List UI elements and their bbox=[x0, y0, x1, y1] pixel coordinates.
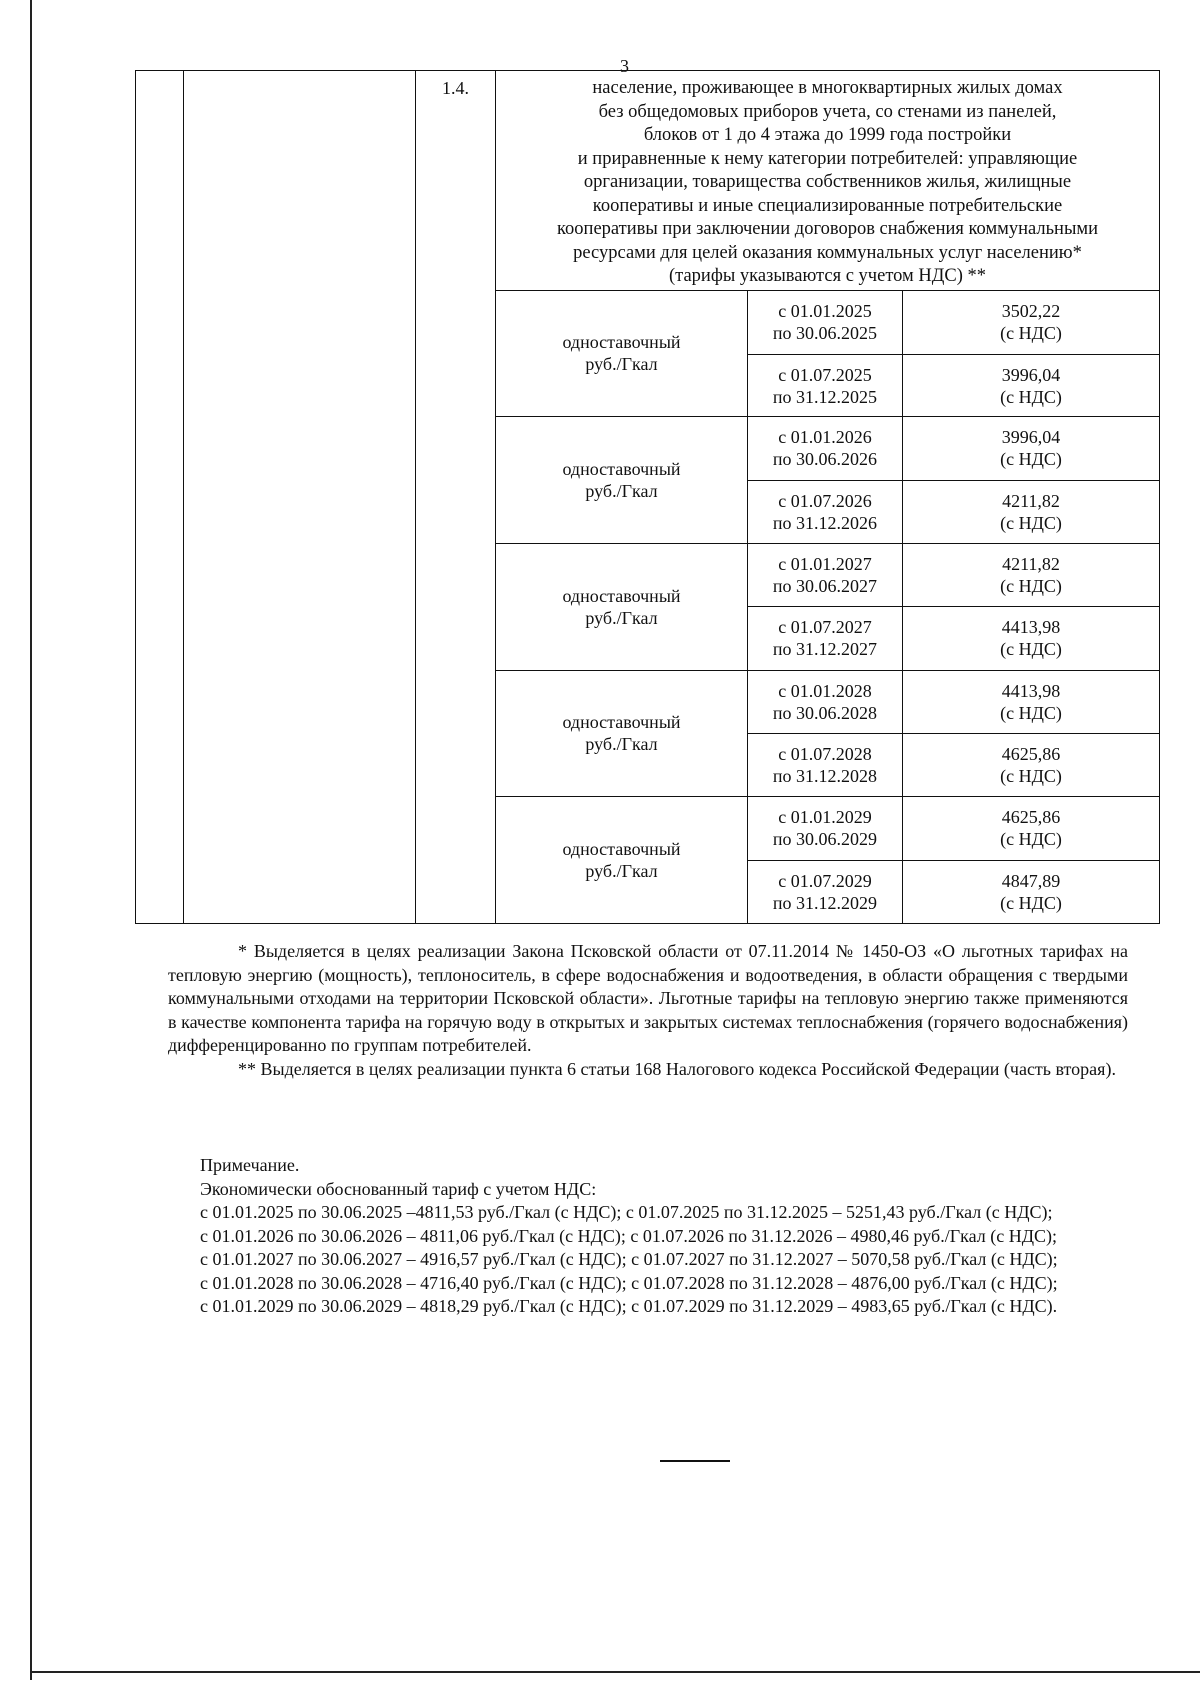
tariff-type-label: одноставочный bbox=[562, 332, 681, 353]
footnote-1: * Выделяется в целях реализации Закона Псковской области от 07.11.2014 № 1450-ОЗ «О льготных тарифах на тепловую энергию (мощность), теплоноситель, в сфере водоснабжения и водоотведения, в области обращения с твердыми коммунальными отходами на территории Псковской области». Льготные тарифы на тепловую энергию также применяются в качестве компонента тарифа на горячую воду в открытых и закрытых системах теплоснабжения (горячего водоснабжения) дифференцированно по группам потребителей. bbox=[168, 941, 1128, 1055]
tariff-unit-label: руб./Гкал bbox=[585, 354, 658, 375]
period-to: по 30.06.2026 bbox=[772, 449, 878, 470]
vat-note: (с НДС) bbox=[1000, 576, 1062, 597]
tariff-unit-label: руб./Гкал bbox=[585, 734, 658, 755]
period-to: по 30.06.2025 bbox=[772, 323, 878, 344]
description-line: блоков от 1 до 4 этажа до 1999 года постройки bbox=[643, 125, 1012, 145]
section-description bbox=[496, 71, 1160, 291]
tariff-value: 4847,89 bbox=[1001, 870, 1061, 891]
tariff-value-cell bbox=[903, 733, 1160, 796]
tariff-type-cell bbox=[496, 543, 748, 670]
tariff-value-cell bbox=[903, 797, 1160, 860]
period-cell bbox=[748, 607, 903, 670]
vat-note: (с НДС) bbox=[1000, 512, 1062, 533]
vat-note: (с НДС) bbox=[1000, 766, 1062, 787]
description-line: кооперативы и иные специализированные потребительские bbox=[592, 195, 1063, 216]
page-number: 3 bbox=[620, 56, 629, 76]
tariff-type-cell bbox=[496, 797, 748, 924]
tariff-table bbox=[135, 70, 1160, 924]
vat-note: (с НДС) bbox=[1000, 829, 1062, 850]
tariff-unit-label: руб./Гкал bbox=[585, 481, 658, 502]
tariff-unit-label: руб./Гкал bbox=[585, 861, 658, 882]
tariff-value: 3502,22 bbox=[1001, 301, 1061, 322]
vat-note: (с НДС) bbox=[1000, 892, 1062, 913]
period-cell bbox=[748, 860, 903, 923]
vat-note: (с НДС) bbox=[1000, 639, 1062, 660]
tariff-value-cell bbox=[903, 543, 1160, 606]
tariff-value: 4625,86 bbox=[1001, 807, 1061, 828]
description-line: население, проживающее в многоквартирных жилых домах bbox=[592, 78, 1063, 98]
period-cell bbox=[748, 354, 903, 416]
period-cell bbox=[748, 290, 903, 354]
section-number: 1.4. bbox=[416, 71, 496, 924]
period-cell bbox=[748, 543, 903, 606]
period-from: с 01.01.2028 bbox=[778, 680, 872, 701]
tariff-type-cell bbox=[496, 290, 748, 417]
remark-line: с 01.01.2026 по 30.06.2026 – 4811,06 руб./Гкал (с НДС); с 01.07.2026 по 31.12.2026 – 4980,46 руб./Гкал (с НДС); bbox=[200, 1225, 1057, 1246]
period-to: по 30.06.2028 bbox=[772, 702, 878, 723]
tariff-value: 4211,82 bbox=[1002, 554, 1060, 575]
remark-line: с 01.01.2025 по 30.06.2025 –4811,53 руб./Гкал (с НДС); с 01.07.2025 по 31.12.2025 – 5251,43 руб./Гкал (с НДС); bbox=[200, 1202, 1053, 1222]
period-from: с 01.01.2027 bbox=[778, 554, 872, 575]
period-from: с 01.01.2025 bbox=[778, 301, 872, 322]
period-from: с 01.07.2028 bbox=[778, 744, 872, 765]
remark-subtitle: Экономически обоснованный тариф с учетом НДС: bbox=[200, 1178, 597, 1199]
description-line: без общедомовых приборов учета, со стенами из панелей, bbox=[598, 101, 1057, 122]
vat-note: (с НДС) bbox=[1000, 449, 1062, 470]
period-from: с 01.07.2026 bbox=[778, 490, 872, 511]
tariff-value-cell bbox=[903, 480, 1160, 543]
period-to: по 31.12.2028 bbox=[772, 766, 878, 787]
period-from: с 01.07.2029 bbox=[778, 870, 872, 891]
description-line: кооперативы при заключении договоров снабжения коммунальными bbox=[557, 219, 1098, 239]
remark-line: с 01.01.2027 по 30.06.2027 – 4916,57 руб./Гкал (с НДС); с 01.07.2027 по 31.12.2027 – 5070,58 руб./Гкал (с НДС); bbox=[200, 1249, 1058, 1269]
tariff-value-cell bbox=[903, 290, 1160, 354]
period-cell bbox=[748, 480, 903, 543]
tariff-type-label: одноставочный bbox=[562, 839, 681, 860]
description-line: ресурсами для целей оказания коммунальных услуг населению* bbox=[573, 242, 1082, 263]
scan-left-edge bbox=[30, 0, 32, 1680]
period-cell bbox=[748, 670, 903, 733]
tariff-value: 3996,04 bbox=[1001, 364, 1061, 385]
period-to: по 31.12.2029 bbox=[772, 892, 878, 913]
period-from: с 01.01.2029 bbox=[778, 807, 872, 828]
tariff-value-cell bbox=[903, 607, 1160, 670]
vat-note: (с НДС) bbox=[1000, 386, 1062, 407]
period-from: с 01.07.2025 bbox=[778, 364, 872, 385]
description-line: и приравненные к нему категории потребителей: управляющие bbox=[577, 148, 1078, 169]
period-cell bbox=[748, 733, 903, 796]
period-cell bbox=[748, 797, 903, 860]
empty-column-a bbox=[136, 71, 184, 924]
tariff-value: 4625,86 bbox=[1001, 744, 1061, 765]
tariff-type-cell bbox=[496, 670, 748, 797]
period-cell bbox=[748, 417, 903, 480]
empty-column-b bbox=[184, 71, 416, 924]
tariff-unit-label: руб./Гкал bbox=[585, 607, 658, 628]
table-row-description bbox=[136, 71, 1160, 291]
period-to: по 31.12.2026 bbox=[772, 512, 878, 533]
tariff-value-cell bbox=[903, 417, 1160, 480]
tariff-value-cell bbox=[903, 860, 1160, 923]
tariff-value: 4211,82 bbox=[1002, 490, 1060, 511]
remark-line: с 01.01.2029 по 30.06.2029 – 4818,29 руб./Гкал (с НДС); с 01.07.2029 по 31.12.2029 – 4983,65 руб./Гкал (с НДС). bbox=[200, 1296, 1058, 1316]
description-line: (тарифы указываются с учетом НДС) ** bbox=[669, 266, 986, 286]
tariff-value: 4413,98 bbox=[1001, 680, 1061, 701]
tariff-type-label: одноставочный bbox=[562, 459, 681, 480]
end-divider bbox=[660, 1460, 730, 1462]
footnote-2: ** Выделяется в целях реализации пункта 6 статьи 168 Налогового кодекса Российской Федерации (часть вторая). bbox=[238, 1058, 1116, 1079]
scan-bottom-edge bbox=[30, 1671, 1200, 1673]
tariff-type-label: одноставочный bbox=[562, 585, 681, 606]
tariff-value-cell bbox=[903, 670, 1160, 733]
tariff-type-cell bbox=[496, 417, 748, 544]
period-from: с 01.07.2027 bbox=[778, 617, 872, 638]
footnotes bbox=[168, 940, 1128, 1081]
tariff-value: 3996,04 bbox=[1001, 427, 1061, 448]
remark-block bbox=[168, 1154, 1128, 1319]
period-to: по 30.06.2029 bbox=[772, 829, 878, 850]
period-from: с 01.01.2026 bbox=[778, 427, 872, 448]
period-to: по 31.12.2027 bbox=[772, 639, 878, 660]
period-to: по 30.06.2027 bbox=[772, 576, 878, 597]
tariff-value: 4413,98 bbox=[1001, 617, 1061, 638]
remark-line: с 01.01.2028 по 30.06.2028 – 4716,40 руб./Гкал (с НДС); с 01.07.2028 по 31.12.2028 – 4876,00 руб./Гкал (с НДС); bbox=[200, 1272, 1058, 1293]
description-line: организации, товарищества собственников жилья, жилищные bbox=[583, 172, 1072, 192]
remark-title: Примечание. bbox=[200, 1155, 300, 1175]
period-to: по 31.12.2025 bbox=[772, 386, 878, 407]
tariff-type-label: одноставочный bbox=[562, 712, 681, 733]
vat-note: (с НДС) bbox=[1000, 323, 1062, 344]
vat-note: (с НДС) bbox=[1000, 702, 1062, 723]
tariff-value-cell bbox=[903, 354, 1160, 416]
